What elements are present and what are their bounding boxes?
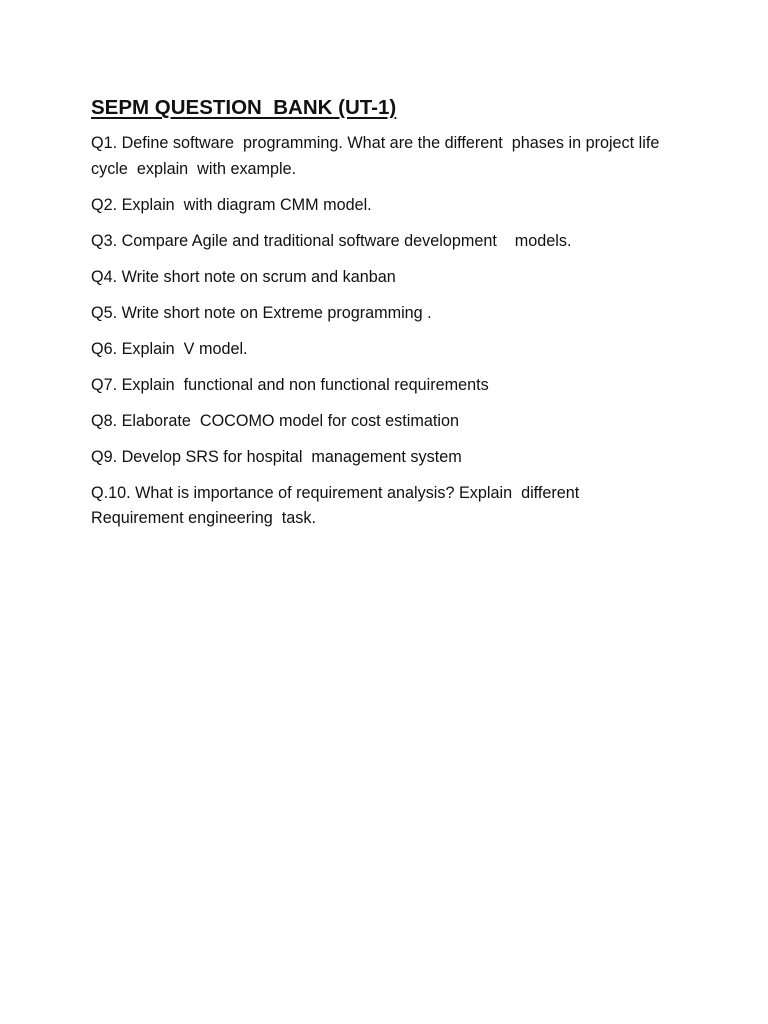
document-title: SEPM QUESTION BANK (UT-1) — [91, 96, 397, 119]
question-9: Q9. Develop SRS for hospital management system — [91, 447, 462, 466]
question-5: Q5. Write short note on Extreme programming . — [91, 303, 432, 322]
question-7: Q7. Explain functional and non functional requirements — [91, 375, 489, 394]
question-2: Q2. Explain with diagram CMM model. — [91, 195, 372, 214]
question-6: Q6. Explain V model. — [91, 339, 248, 358]
question-10: Q.10. What is importance of requirement analysis? Explain different Requirement engineering task. — [91, 483, 584, 527]
question-3: Q3. Compare Agile and traditional software development models. — [91, 231, 572, 250]
question-1: Q1. Define software programming. What are the different phases in project life cycle explain with example. — [91, 134, 664, 178]
question-4: Q4. Write short note on scrum and kanban — [91, 267, 396, 286]
question-8: Q8. Elaborate COCOMO model for cost estimation — [91, 411, 459, 430]
question-list — [91, 131, 678, 532]
